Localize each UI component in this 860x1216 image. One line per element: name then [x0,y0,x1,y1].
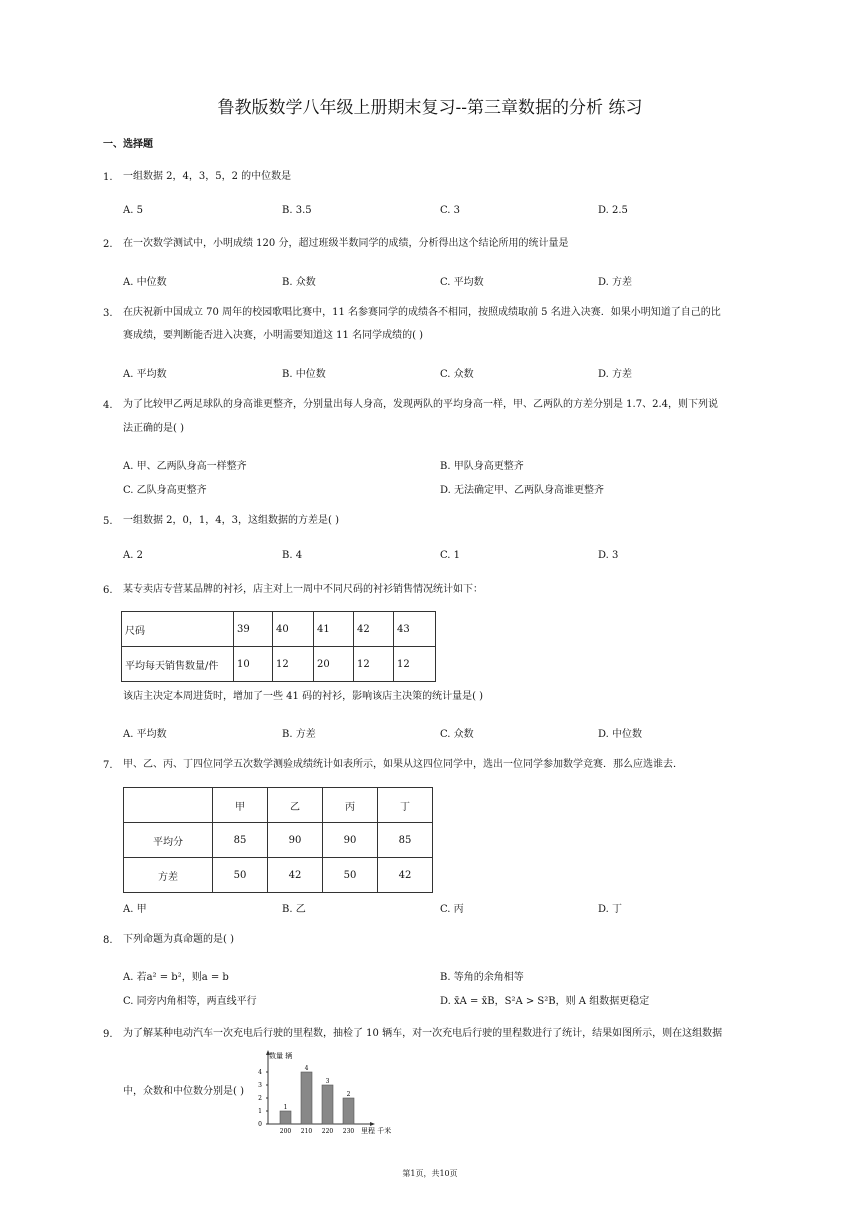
option-a: A. 若a² = b²，则a = b [123,972,229,983]
bar-data-label: 1 [283,1104,288,1111]
question-text: 甲、乙、丙、丁四位同学五次数学测验成绩统计如表所示，如果从这四位同学中，选出一位同学参加数学竞赛．那么应选谁去． [123,759,683,770]
question-number: 5. [103,516,113,527]
section-heading: 一、选择题 [103,139,153,150]
option-b: B. 众数 [282,277,316,288]
question-text: 下列命题为真命题的是( ) [123,934,234,945]
bar-data-label: 3 [325,1078,330,1085]
y-tick-label: 4 [258,1069,262,1076]
y-tick-label: 0 [258,1121,262,1128]
table-cell: 甲 [213,788,268,823]
question-text: 在一次数学测试中，小明成绩 120 分，超过班级半数同学的成绩，分析得出这个结论所用的统计量是 [123,238,569,249]
bar [322,1085,333,1124]
question-text-line1: 为了解某种电动汽车一次充电后行驶的里程数，抽检了 10 辆车，对一次充电后行驶的里程数进行了统计，结果如图所示，则在这组数据 [123,1028,723,1039]
option-d: D. 方差 [598,369,633,380]
option-c: C. 同旁内角相等，两直线平行 [123,996,257,1007]
option-d: D. 2.5 [598,205,628,216]
x-tick-label: 230 [342,1128,355,1135]
option-b: B. 中位数 [282,369,326,380]
option-c: C. 3 [440,205,461,216]
option-c: C. 平均数 [440,277,484,288]
question-number: 4. [103,400,113,411]
question-text-line2: 赛成绩，要判断能否进入决赛，小明需要知道这 11 名同学成绩的( ) [123,330,424,341]
page-footer: 第1页，共10页 [402,1169,458,1178]
y-axis-label: 数量 辆 [269,1052,293,1060]
table-cell: 50 [323,858,378,893]
option-d: D. 方差 [598,277,633,288]
mileage-bar-chart [250,1048,400,1140]
table-cell: 85 [378,823,433,858]
option-b: B. 3.5 [282,205,312,216]
page-title: 鲁教版数学八年级上册期末复习--第三章数据的分析 练习 [217,98,643,118]
table-cell: 乙 [268,788,323,823]
table-cell: 41 [314,612,354,647]
question-text: 一组数据 2，4，3，5，2 的中位数是 [123,171,292,182]
option-d: D. 中位数 [598,729,643,740]
question-text-line2: 法正确的是( ) [123,423,184,434]
question-number: 6. [103,585,113,596]
bar-data-label: 4 [304,1065,309,1072]
table-cell: 39 [234,612,273,647]
table-cell: 12 [273,647,314,682]
table-cell: 丙 [323,788,378,823]
x-tick-label: 210 [300,1128,313,1135]
table-cell: 42 [378,858,433,893]
option-b: B. 4 [282,550,303,561]
table-cell: 方差 [124,858,213,893]
option-a: A. 甲、乙两队身高一样整齐 [123,461,247,472]
table-cell: 平均每天销售数量/件 [122,647,234,682]
table-cell: 12 [394,647,436,682]
table-cell [124,788,213,823]
bar-data-label: 2 [346,1091,351,1098]
option-b: B. 乙 [282,904,306,915]
bar [301,1072,312,1124]
option-a: A. 中位数 [123,277,167,288]
y-tick-label: 1 [258,1108,262,1115]
question-number: 7. [103,760,113,771]
table-cell: 85 [213,823,268,858]
y-tick-label: 2 [258,1095,262,1102]
question-text-line2: 中，众数和中位数分别是( ) [123,1086,244,1097]
option-c: C. 1 [440,550,461,561]
question-number: 9. [103,1029,113,1040]
question-text: 某专卖店专营某品牌的衬衫，店主对上一周中不同尺码的衬衫销售情况统计如下： [123,584,483,595]
option-a: A. 甲 [123,904,147,915]
question-number: 3. [103,308,113,319]
table-cell: 90 [268,823,323,858]
question-text: 一组数据 2，0，1，4，3，这组数据的方差是( ) [123,515,339,526]
x-axis-arrow [370,1122,375,1126]
option-b: B. 方差 [282,729,316,740]
question-text-after: 该店主决定本周进货时，增加了一些 41 码的衬衫，影响该店主决策的统计量是( ) [123,691,484,702]
table-cell: 尺码 [122,612,234,647]
bar [343,1098,354,1124]
table-cell: 平均分 [124,823,213,858]
option-c: C. 众数 [440,369,474,380]
option-b: B. 甲队身高更整齐 [440,461,524,472]
option-a: A. 平均数 [123,369,167,380]
table-cell: 50 [213,858,268,893]
table-cell: 90 [323,823,378,858]
option-c: C. 乙队身高更整齐 [123,485,207,496]
x-tick-label: 200 [279,1128,292,1135]
question-number: 1. [103,172,113,183]
y-tick-label: 3 [258,1082,262,1089]
x-axis-label: 里程 千米 [361,1127,392,1135]
table-cell: 42 [354,612,394,647]
option-a: A. 平均数 [123,729,167,740]
option-b: B. 等角的余角相等 [440,972,524,983]
score-table [123,787,433,893]
bar [280,1111,291,1124]
option-d: D. 3 [598,550,619,561]
table-cell: 20 [314,647,354,682]
option-a: A. 5 [123,205,143,216]
question-text-line1: 为了比较甲乙两足球队的身高谁更整齐，分别量出每人身高，发现两队的平均身高一样，甲、乙两队的方差分别是 1.7、2.4，则下列说 [123,399,718,410]
option-c: C. 丙 [440,904,464,915]
size-sales-table [121,611,436,682]
table-cell: 42 [268,858,323,893]
option-d: D. 无法确定甲、乙两队身高谁更整齐 [440,485,605,496]
table-cell: 丁 [378,788,433,823]
table-cell: 43 [394,612,436,647]
option-d: D. x̄A = x̄B，S²A > S²B，则 A 组数据更稳定 [440,996,650,1007]
table-cell: 12 [354,647,394,682]
question-text-line1: 在庆祝新中国成立 70 周年的校园歌唱比赛中，11 名参赛同学的成绩各不相同，按照成绩取前 5 名进入决赛．如果小明知道了自己的比 [123,307,721,318]
option-c: C. 众数 [440,729,474,740]
x-tick-label: 220 [321,1128,334,1135]
option-a: A. 2 [123,550,143,561]
table-cell: 10 [234,647,273,682]
option-d: D. 丁 [598,904,623,915]
table-cell: 40 [273,612,314,647]
question-number: 2. [103,239,113,250]
question-number: 8. [103,935,113,946]
